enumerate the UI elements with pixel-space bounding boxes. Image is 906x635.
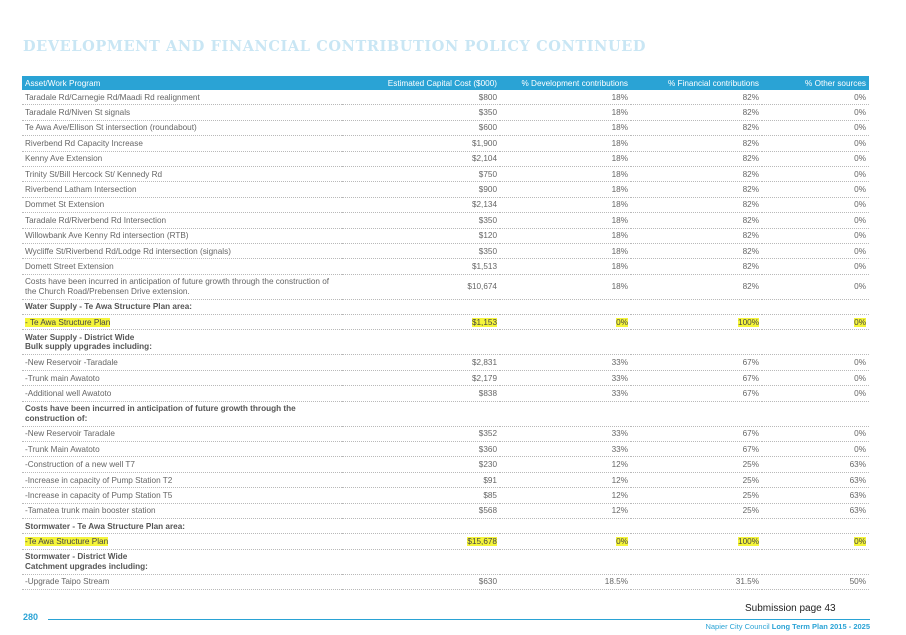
cost-cell: $350 xyxy=(342,213,500,228)
other-cell: 0% xyxy=(762,355,869,370)
cost-cell: $2,831 xyxy=(342,355,500,370)
table-row xyxy=(22,90,869,105)
other-cell: 63% xyxy=(762,472,869,487)
fin-cell: 82% xyxy=(631,228,762,243)
table-row xyxy=(22,488,869,503)
asset-name: -Trunk main Awatoto xyxy=(22,370,342,385)
cost-cell: $750 xyxy=(342,166,500,181)
fin-cell: 82% xyxy=(631,151,762,166)
fin-cell: 82% xyxy=(631,259,762,274)
section-heading-row xyxy=(22,518,869,533)
asset-name: -Tamatea trunk main booster station xyxy=(22,503,342,518)
table-row xyxy=(22,120,869,135)
other-cell: 0% xyxy=(762,151,869,166)
fin-cell: 82% xyxy=(631,136,762,151)
dev-cell: 33% xyxy=(500,355,631,370)
cost-cell: $230 xyxy=(342,457,500,472)
asset-name: Domett Street Extension xyxy=(22,259,342,274)
page-title: DEVELOPMENT AND FINANCIAL CONTRIBUTION POLICY CONTINUED xyxy=(23,38,647,55)
footer-brand xyxy=(705,622,870,631)
dev-cell: 18% xyxy=(500,259,631,274)
table-row xyxy=(22,442,869,457)
table-row xyxy=(22,315,869,330)
asset-name: Wycliffe St/Riverbend Rd/Lodge Rd intersection (signals) xyxy=(22,243,342,258)
table-row xyxy=(22,274,869,299)
dev-cell: 12% xyxy=(500,503,631,518)
table-row xyxy=(22,534,869,549)
table-row xyxy=(22,213,869,228)
other-cell: 0% xyxy=(762,370,869,385)
dev-cell: 18% xyxy=(500,274,631,299)
other-cell: 0% xyxy=(762,426,869,441)
footer-plan: Long Term Plan 2015 - 2025 xyxy=(771,622,870,631)
fin-cell: 100% xyxy=(738,537,759,547)
asset-name: Costs have been incurred in anticipation of future growth through the construction of the Church Road/Prebensen Drive extension. xyxy=(22,274,342,299)
dev-cell: 33% xyxy=(500,370,631,385)
cost-cell: $352 xyxy=(342,426,500,441)
dev-cell: 18.5% xyxy=(500,574,631,589)
table-row xyxy=(22,259,869,274)
dev-cell: 12% xyxy=(500,472,631,487)
table-row xyxy=(22,151,869,166)
table-row xyxy=(22,105,869,120)
other-cell: 0% xyxy=(762,166,869,181)
other-cell: 63% xyxy=(762,488,869,503)
dev-cell: 0% xyxy=(616,317,628,327)
asset-name: -Increase in capacity of Pump Station T5 xyxy=(22,488,342,503)
other-cell: 0% xyxy=(762,197,869,212)
cost-cell: $91 xyxy=(342,472,500,487)
dev-cell: 18% xyxy=(500,151,631,166)
fin-cell: 67% xyxy=(631,426,762,441)
cost-cell: $2,134 xyxy=(342,197,500,212)
fin-cell: 82% xyxy=(631,213,762,228)
cost-cell: $85 xyxy=(342,488,500,503)
cost-cell: $2,104 xyxy=(342,151,500,166)
other-cell: 0% xyxy=(762,90,869,105)
dev-cell: 12% xyxy=(500,457,631,472)
section-heading: Stormwater - Te Awa Structure Plan area: xyxy=(22,518,342,533)
cost-cell: $10,674 xyxy=(342,274,500,299)
other-cell: 0% xyxy=(762,274,869,299)
table-row xyxy=(22,370,869,385)
fin-cell: 25% xyxy=(631,503,762,518)
cost-cell: $1,900 xyxy=(342,136,500,151)
table-row xyxy=(22,386,869,401)
other-cell: 0% xyxy=(762,213,869,228)
dev-cell: 33% xyxy=(500,442,631,457)
dev-cell: 18% xyxy=(500,105,631,120)
other-cell: 0% xyxy=(762,182,869,197)
cost-cell: $1,513 xyxy=(342,259,500,274)
asset-name: Willowbank Ave Kenny Rd intersection (RTB) xyxy=(22,228,342,243)
asset-name: - Te Awa Structure Plan xyxy=(25,317,111,327)
table-row xyxy=(22,228,869,243)
table-row xyxy=(22,503,869,518)
dev-cell: 12% xyxy=(500,488,631,503)
fin-cell: 82% xyxy=(631,166,762,181)
section-heading: Water Supply - Te Awa Structure Plan area: xyxy=(22,299,342,314)
fin-cell: 82% xyxy=(631,243,762,258)
dev-cell: 18% xyxy=(500,182,631,197)
asset-name: -Construction of a new well T7 xyxy=(22,457,342,472)
fin-cell: 82% xyxy=(631,182,762,197)
cost-cell: $1,153 xyxy=(471,317,497,327)
asset-name: Te Awa Ave/Ellison St intersection (roundabout) xyxy=(22,120,342,135)
fin-cell: 25% xyxy=(631,488,762,503)
asset-name: -Additional well Awatoto xyxy=(22,386,342,401)
asset-name: Taradale Rd/Carnegie Rd/Maadi Rd realignment xyxy=(22,90,342,105)
other-cell: 0% xyxy=(762,136,869,151)
cost-cell: $360 xyxy=(342,442,500,457)
cost-cell: $120 xyxy=(342,228,500,243)
table-header-row xyxy=(22,76,869,90)
other-cell: 63% xyxy=(762,457,869,472)
col-header-dev: % Development contributions xyxy=(500,76,631,90)
table-row xyxy=(22,243,869,258)
dev-cell: 33% xyxy=(500,426,631,441)
other-cell: 0% xyxy=(762,259,869,274)
fin-cell: 67% xyxy=(631,386,762,401)
cost-cell: $2,179 xyxy=(342,370,500,385)
table-row xyxy=(22,136,869,151)
dev-cell: 18% xyxy=(500,243,631,258)
asset-name: Riverbend Rd Capacity Increase xyxy=(22,136,342,151)
footer-divider xyxy=(48,619,870,620)
asset-name: Trinity St/Bill Hercock St/ Kennedy Rd xyxy=(22,166,342,181)
dev-cell: 0% xyxy=(616,537,628,547)
section-heading-row xyxy=(22,549,869,574)
fin-cell: 25% xyxy=(631,472,762,487)
submission-page-label: Submission page 43 xyxy=(745,603,836,614)
asset-name: -New Reservoir Taradale xyxy=(22,426,342,441)
other-cell: 0% xyxy=(854,537,866,547)
fin-cell: 67% xyxy=(631,370,762,385)
cost-cell: $838 xyxy=(342,386,500,401)
fin-cell: 82% xyxy=(631,105,762,120)
section-heading-row xyxy=(22,401,869,426)
cost-cell: $350 xyxy=(342,243,500,258)
dev-cell: 33% xyxy=(500,386,631,401)
cost-cell: $800 xyxy=(342,90,500,105)
cost-cell: $600 xyxy=(342,120,500,135)
asset-name: -Upgrade Taipo Stream xyxy=(22,574,342,589)
fin-cell: 82% xyxy=(631,197,762,212)
other-cell: 0% xyxy=(762,442,869,457)
dev-cell: 18% xyxy=(500,120,631,135)
fin-cell: 82% xyxy=(631,90,762,105)
other-cell: 63% xyxy=(762,503,869,518)
dev-cell: 18% xyxy=(500,90,631,105)
dev-cell: 18% xyxy=(500,228,631,243)
fin-cell: 82% xyxy=(631,274,762,299)
section-heading-row xyxy=(22,330,869,355)
table-row xyxy=(22,182,869,197)
page-number: 280 xyxy=(23,612,39,622)
section-heading: Water Supply - District Wide Bulk supply upgrades including: xyxy=(22,330,342,355)
col-header-asset: Asset/Work Program xyxy=(22,76,342,90)
col-header-cost: Estimated Capital Cost ($000) xyxy=(342,76,500,90)
section-heading: Stormwater - District Wide Catchment upgrades including: xyxy=(22,549,342,574)
asset-name: -Increase in capacity of Pump Station T2 xyxy=(22,472,342,487)
asset-name: Taradale Rd/Niven St signals xyxy=(22,105,342,120)
other-cell: 50% xyxy=(762,574,869,589)
fin-cell: 67% xyxy=(631,442,762,457)
col-header-fin: % Financial contributions xyxy=(631,76,762,90)
col-header-other: % Other sources xyxy=(762,76,869,90)
other-cell: 0% xyxy=(762,386,869,401)
section-heading-row xyxy=(22,299,869,314)
other-cell: 0% xyxy=(854,317,866,327)
table-row xyxy=(22,197,869,212)
asset-name: Taradale Rd/Riverbend Rd Intersection xyxy=(22,213,342,228)
cost-cell: $15,678 xyxy=(467,537,497,547)
asset-name: -Te Awa Structure Plan xyxy=(25,537,109,547)
table-row xyxy=(22,355,869,370)
cost-cell: $350 xyxy=(342,105,500,120)
fin-cell: 82% xyxy=(631,120,762,135)
table-row xyxy=(22,457,869,472)
cost-cell: $568 xyxy=(342,503,500,518)
fin-cell: 31.5% xyxy=(631,574,762,589)
table-row xyxy=(22,426,869,441)
section-heading: Costs have been incurred in anticipation of future growth through the construction of: xyxy=(22,401,342,426)
asset-name: -New Reservoir -Taradale xyxy=(22,355,342,370)
dev-cell: 18% xyxy=(500,213,631,228)
footer-org: Napier City Council xyxy=(705,622,770,631)
dev-cell: 18% xyxy=(500,166,631,181)
asset-name: Kenny Ave Extension xyxy=(22,151,342,166)
cost-cell: $630 xyxy=(342,574,500,589)
dev-cell: 18% xyxy=(500,136,631,151)
cost-cell: $900 xyxy=(342,182,500,197)
dev-cell: 18% xyxy=(500,197,631,212)
other-cell: 0% xyxy=(762,228,869,243)
other-cell: 0% xyxy=(762,243,869,258)
asset-name: -Trunk Main Awatoto xyxy=(22,442,342,457)
fin-cell: 67% xyxy=(631,355,762,370)
fin-cell: 100% xyxy=(738,317,759,327)
table-row xyxy=(22,472,869,487)
fin-cell: 25% xyxy=(631,457,762,472)
asset-name: Riverbend Latham Intersection xyxy=(22,182,342,197)
contribution-table xyxy=(22,76,869,590)
asset-name: Dommet St Extension xyxy=(22,197,342,212)
other-cell: 0% xyxy=(762,120,869,135)
other-cell: 0% xyxy=(762,105,869,120)
table-row xyxy=(22,574,869,589)
table-row xyxy=(22,166,869,181)
